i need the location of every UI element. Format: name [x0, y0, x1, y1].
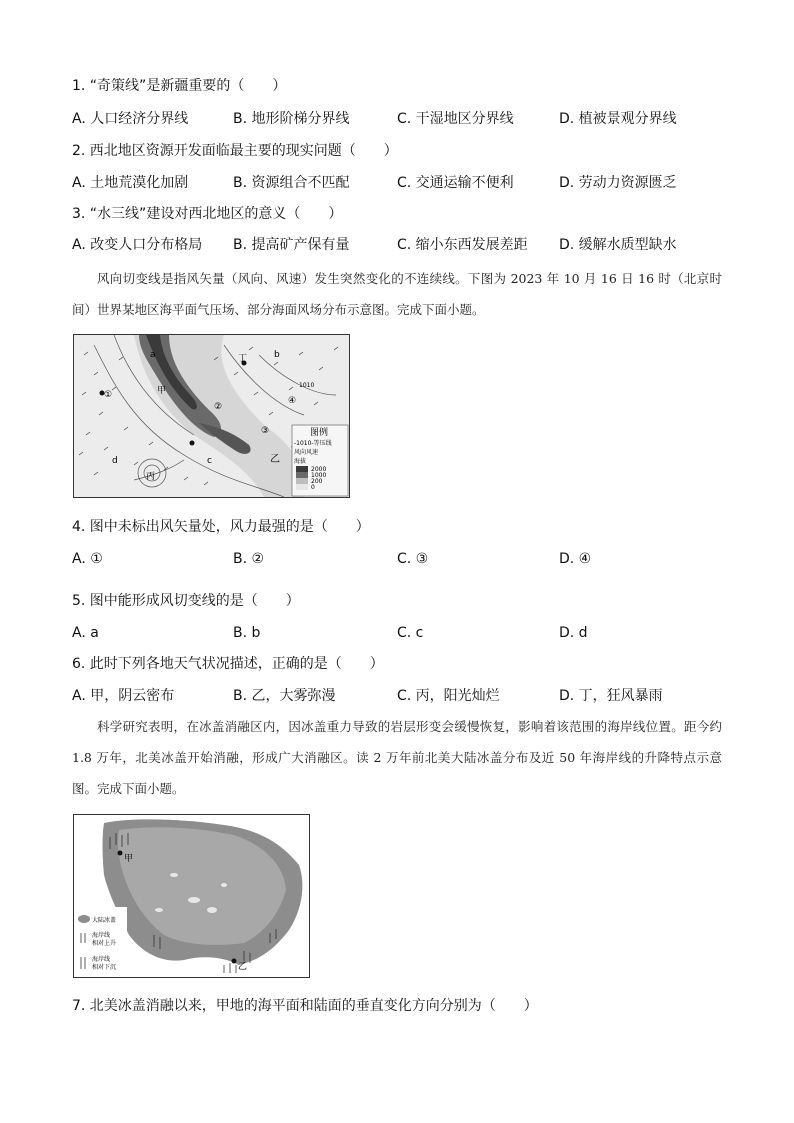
q4-option-b[interactable]: B. ②: [233, 551, 265, 567]
label-point-2: ②: [214, 402, 223, 412]
q4-option-c[interactable]: C. ③: [397, 551, 429, 567]
legend-elev-200: 200: [311, 478, 323, 485]
legend-title: 图例: [310, 428, 329, 438]
pressure-wind-map: [73, 334, 350, 498]
legend-elev-2000: 2000: [311, 466, 327, 473]
q6-option-b[interactable]: B. 乙，大雾弥漫: [233, 688, 336, 704]
q5-stem: 5. 图中能形成风切变线的是（ ）: [72, 593, 300, 609]
pressure-wind-map-svg: [74, 335, 349, 497]
legend-ice-sheet: 大陆冰盖: [92, 917, 117, 924]
passage-wind-shear: 风向切变线是指风矢量（风向、风速）发生突然变化的不连续线。下图为 2023 年 10 月 16 日 16 时（北京时间）世界某地区海平面气压场、部分海面风场分布示意图。完成下面小题。: [72, 271, 722, 317]
q1-option-b[interactable]: B. 地形阶梯分界线: [233, 111, 350, 127]
q3-option-b[interactable]: B. 提高矿产保有量: [233, 237, 350, 253]
q2-option-d[interactable]: D. 劳动力资源匮乏: [559, 175, 677, 191]
q5-option-a[interactable]: A. a: [72, 625, 99, 641]
legend-rise-line1: 海岸线: [92, 932, 111, 939]
legend-elevation: 海拔: [294, 458, 307, 465]
q6-stem: 6. 此时下列各地天气状况描述，正确的是（ ）: [72, 656, 384, 672]
legend-rise-line2: 相对上升: [92, 940, 117, 947]
label-b: b: [274, 350, 280, 360]
q1-option-a[interactable]: A. 人口经济分界线: [72, 111, 189, 127]
q2-option-c[interactable]: C. 交通运输不便利: [397, 175, 514, 191]
q2-option-a[interactable]: A. 土地荒漠化加剧: [72, 175, 189, 191]
q6-option-c[interactable]: C. 丙，阳光灿烂: [397, 688, 500, 704]
q4-option-a[interactable]: A. ①: [72, 551, 103, 567]
q6-option-a[interactable]: A. 甲，阴云密布: [72, 688, 175, 704]
label-yi: 乙: [270, 454, 280, 465]
q3-option-c[interactable]: C. 缩小东西发展差距: [397, 237, 528, 253]
map2-legend: [77, 907, 127, 975]
q6-option-d[interactable]: D. 丁，狂风暴雨: [559, 688, 663, 704]
q1-stem: 1. “奇策线”是新疆重要的（ ）: [72, 78, 287, 94]
q4-stem: 4. 图中未标出风矢量处，风力最强的是（ ）: [72, 519, 370, 535]
q1-option-c[interactable]: C. 干湿地区分界线: [397, 111, 514, 127]
q5-option-b[interactable]: B. b: [233, 625, 261, 641]
label-jia: 甲: [157, 386, 167, 396]
q1-option-d[interactable]: D. 植被景观分界线: [559, 111, 677, 127]
q5-option-d[interactable]: D. d: [559, 625, 588, 641]
label-bing: 丙: [146, 472, 156, 482]
map2-label-jia: 甲: [124, 854, 134, 864]
q4-option-d[interactable]: D. ④: [559, 551, 592, 567]
legend-elev-1000: 1000: [311, 472, 327, 479]
q2-option-b[interactable]: B. 资源组合不匹配: [233, 175, 350, 191]
label-c: c: [207, 456, 212, 466]
legend-sink-line1: 海岸线: [92, 956, 111, 963]
label-point-3: ③: [261, 426, 270, 436]
q3-option-a[interactable]: A. 改变人口分布格局: [72, 237, 203, 253]
passage-ice-sheet: 科学研究表明，在冰盖消融区内，因冰盖重力导致的岩层形变会缓慢恢复，影响着该范围的海岸线位置。距今约 1.8 万年，北美冰盖开始消融，形成广大消融区。读 2 万年前北美大陆冰盖分布及近 50 年海岸线的升降特点示意图。完成下面小题。: [72, 719, 722, 796]
q2-stem: 2. 西北地区资源开发面临最主要的现实问题（ ）: [72, 143, 398, 159]
label-isobar-1010: 1010: [299, 382, 315, 389]
q3-stem: 3. “水三线”建设对西北地区的意义（ ）: [72, 206, 343, 222]
north-america-ice-map: [73, 814, 310, 978]
legend-elev-0: 0: [311, 484, 315, 491]
map1-legend: [292, 425, 348, 496]
label-ding: 丁: [238, 354, 248, 364]
q3-option-d[interactable]: D. 缓解水质型缺水: [559, 237, 677, 253]
label-point-1: ①: [104, 390, 113, 400]
label-point-4: ④: [288, 396, 297, 406]
legend-isobar: -1010-等压线: [294, 440, 332, 447]
label-d: d: [112, 456, 118, 466]
legend-wind: 风向风速: [294, 449, 319, 456]
label-a: a: [150, 350, 156, 360]
map2-label-yi: 乙: [238, 962, 248, 972]
legend-sink-line2: 相对下沉: [92, 964, 117, 971]
north-america-ice-map-svg: [74, 815, 309, 977]
q7-stem: 7. 北美冰盖消融以来，甲地的海平面和陆面的垂直变化方向分别为（ ）: [72, 998, 538, 1014]
q5-option-c[interactable]: C. c: [397, 625, 424, 641]
